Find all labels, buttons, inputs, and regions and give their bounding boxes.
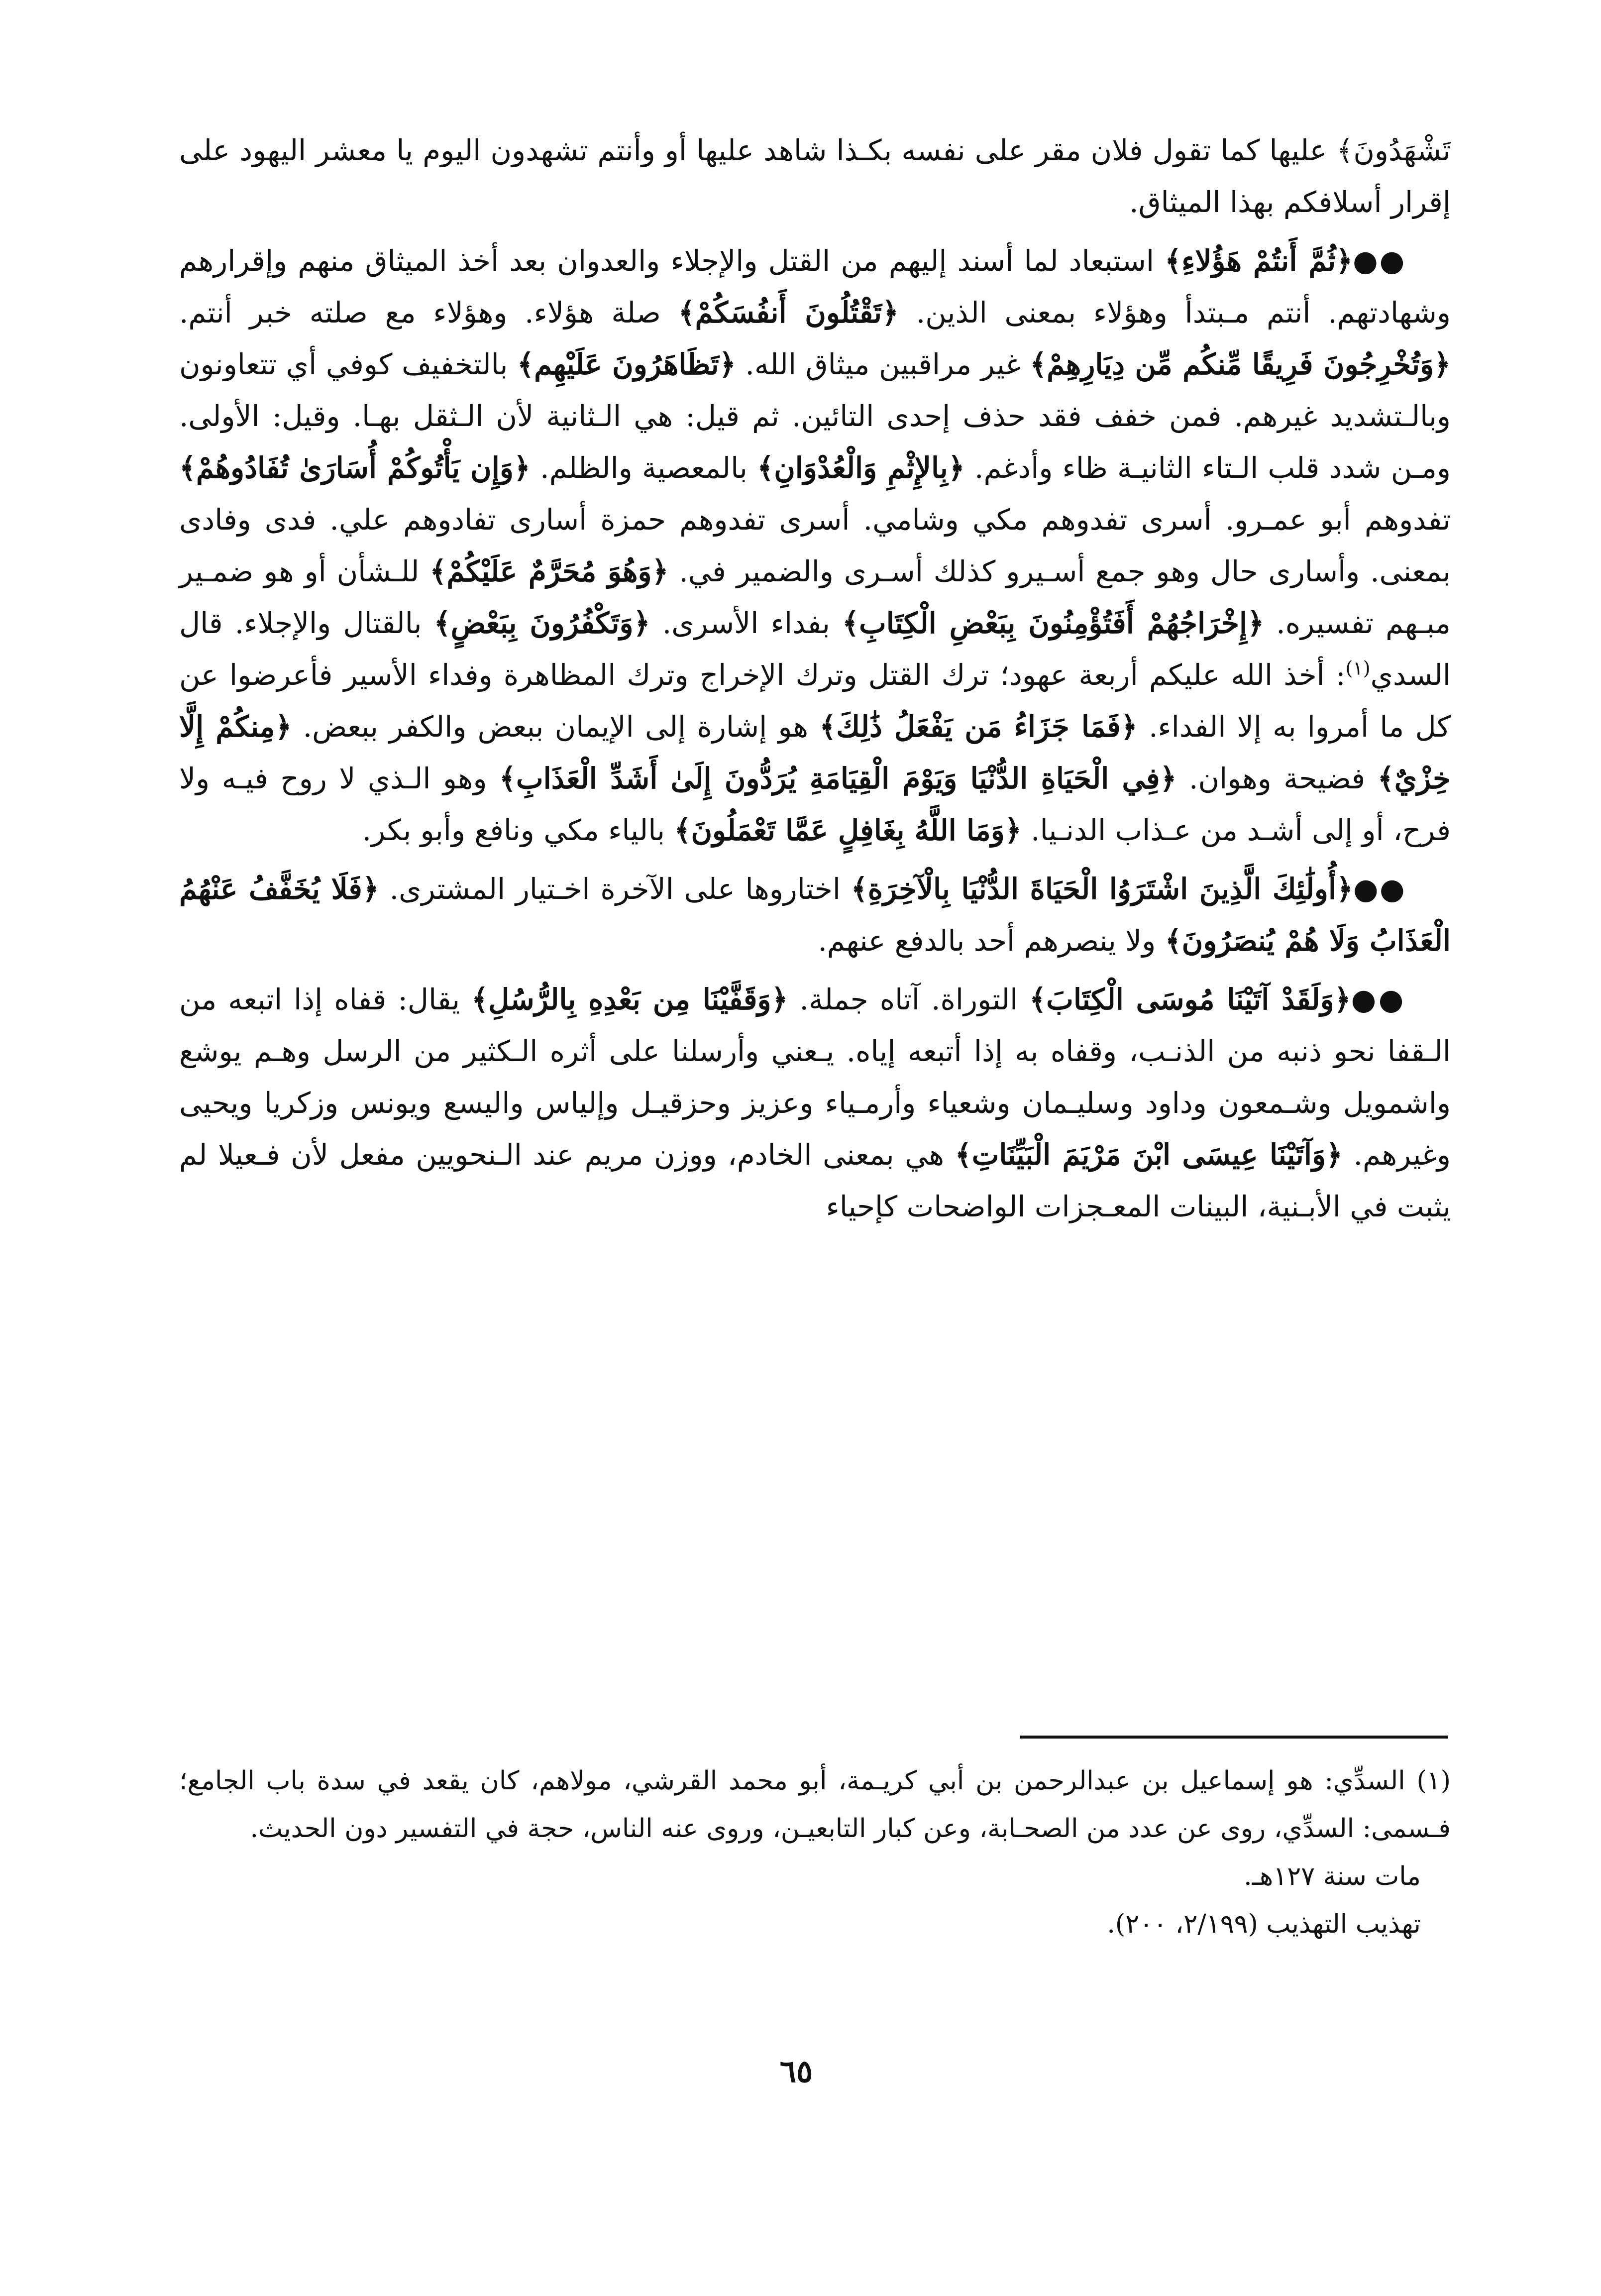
commentary-text: بالمعصية والظلم. [530,451,757,485]
paragraph-1 [179,235,1451,856]
quran-quote: ﴿وَآتَيْنَا عِيسَى ابْنَ مَرْيَمَ الْبَيِّنَاتِ﴾ [955,1138,1343,1172]
quran-quote: ﴿ثُمَّ أَنتُمْ هَؤُلاءِ﴾ [1165,244,1353,278]
commentary-text: ولا ينصرهم أحد بالدفع عنهم. [818,924,1165,958]
commentary-text: بفداء الأسرى. [650,606,843,640]
footnote-1: (١) السدِّي: هو إسماعيل بن عبدالرحمن بن أبي كريـمة، أبو محمد القرشي، مولاهم، كان يقعد في سدة باب الجامع؛ فـسمى: السدِّي، روى عن عدد من الصحـابة، وعن كبار التابعيـن، وروى عنه الناس، حجة في التفسير دون الحديث. [179,1766,1451,1844]
quran-quote: ﴿بِالإِثْمِ وَالْعُدْوَانِ﴾ [757,451,965,485]
commentary-text: غير مراقبين ميثاق الله. [736,347,1030,381]
footnote-death-year: مات سنة ١٢٧هـ. [1244,1861,1421,1891]
commentary-text: للـشأن أو هو ضمـير مبـهم تفسيره. [179,554,1451,640]
body-text [179,124,1451,1239]
footnote-reference: تهذيب التهذيب (٢/١٩٩، ٢٠٠). [1107,1909,1421,1939]
quran-quote: ﴿وَتَكْفُرُونَ بِبَعْضٍ﴾ [433,606,650,640]
commentary-text: تفدوهم أبو عمـرو. أسرى تفدوهم مكي وشامي. أسرى تفدوهم حمزة أسارى تفادوهم علي. فدى وفادى بمعنى. وأسارى حال وهو جمع أسـيرو كذلك أسـرى والضمير في. [179,503,1451,588]
quran-quote: ﴿إِخْرَاجُهُمْ أَفَتُؤْمِنُونَ بِبَعْضِ الْكِتَابِ﴾ [842,606,1265,640]
paragraph-continuation: تَشْهَدُونَ﴾ عليها كما تقول فلان مقر على نفسه بكـذا شاهد عليها أو وأنتم تشهدون اليوم يا معشر اليهود على إقرار أسلافكم بهذا الميثاق. [179,133,1451,219]
quran-quote: ﴿وَهُوَ مُحَرَّمٌ عَلَيْكُمْ﴾ [429,554,669,588]
footnote-marker: (١) [1345,657,1371,679]
commentary-text: هي بمعنى الخادم، ووزن مريم عند الـنحويين مفعل لأن فـعيلا لم يثبت في الأبـنية، البينات المعـجزات الواضحات كإحياء [179,1138,1451,1223]
commentary-text: يقال: قفاه إذا اتبعه من الـقفا نحو ذنبه من الذنـب، وقفاه به إذا أتبعه إياه. يـعني وأرسلنا على أثره الـكثير من الرسل وهـم يوشع واشمويل وشـمعون وداود وسليـمان وشعياء وأرمـياء وعزيز وحزقيـل وإلياس واليسع ويونس وزكريا ويحيى وغيرهم. [179,983,1451,1172]
quran-quote: ﴿تَقْتُلُونَ أَنفُسَكُمْ﴾ [678,296,899,329]
commentary-text: صلة هؤلاء. وهؤلاء مع صلته خبر أنتم. [179,296,678,329]
quran-quote: ﴿فِي الْحَيَاةِ الدُّنْيَا وَيَوْمَ الْقِيَامَةِ يُرَدُّونَ إِلَىٰ أَشَدِّ الْعَذَابِ﴾ [499,762,1177,795]
quran-quote: ﴿وَمَا اللَّهُ بِغَافِلٍ عَمَّا تَعْمَلُونَ﴾ [674,813,1022,847]
quran-quote: ﴿وَقَفَّيْنَا مِن بَعْدِهِ بِالرُّسُلِ﴾ [471,983,788,1016]
commentary-text: التوراة. آتاه جملة. [788,983,1030,1016]
quran-quote: ﴿فَمَا جَزَاءُ مَن يَفْعَلُ ذَٰلِكَ﴾ [819,710,1138,744]
quran-quote: ﴿وَتُخْرِجُونَ فَرِيقًا مِّنكُم مِّن دِيَارِهِمْ﴾ [1030,347,1451,381]
page-number: ٦٥ [779,2053,813,2089]
quran-quote: ﴿أُولَٰئِكَ الَّذِينَ اشْتَرَوُا الْحَيَاةَ الدُّنْيَا بِالْآخِرَةِ﴾ [851,872,1354,906]
quran-quote: ﴿وَلَقَدْ آتَيْنَا مُوسَى الْكِتَابَ﴾ [1029,983,1351,1016]
commentary-text: : أخذ الله عليكم أربعة عهود؛ ترك القتل وترك الإخراج وترك المظاهرة وفداء الأسير فأعرضوا عن كل ما أمروا به إلا الفداء. [179,658,1451,744]
commentary-text: بالياء مكي ونافع وأبو بكر. [362,813,674,847]
quran-quote: ﴿وَإِن يَأْتُوكُمْ أُسَارَىٰ تُفَادُوهُمْ﴾ [179,451,531,485]
footnote-divider [1020,1736,1448,1739]
paragraph-3 [179,974,1451,1232]
bullet-marker: ●● [1353,244,1406,278]
commentary-text: هو إشارة إلى الإيمان ببعض والكفر ببعض. [292,710,820,744]
commentary-text: بالقتال والإجلاء. قال السدي [179,606,1451,692]
commentary-text: بالتخفيف كوفي أي تتعاونون وبالـتشديد غيرهم. فمن خفف فقد حذف إحدى التائين. ثم قيل: هي الـثانية لأن الـثقل بهـا. وقيل: الأولى. ومـن شدد قلب الـتاء الثانيـة ظاء وأدغم. [179,347,1451,485]
quran-quote: ﴿فَلَا يُخَفَّفُ عَنْهُمُ الْعَذَابُ وَلَا هُمْ يُنصَرُونَ﴾ [179,872,1451,958]
bullet-marker: ●● [1353,872,1406,906]
commentary-text: استبعاد لما أسند إليهم من القتل والإجلاء والعدوان بعد أخذ الميثاق منهم وإقرارهم وشهادتهم. أنتم مـبتدأ وهؤلاء بمعنى الذين. [179,244,1451,329]
quran-quote: ﴿تَظَاهَرُونَ عَلَيْهِم﴾ [517,347,736,381]
bullet-marker: ●● [1351,983,1406,1016]
paragraph-2 [179,863,1451,967]
footnotes [179,1757,1451,1948]
quran-quote: ﴿مِنكُمْ إِلَّا خِزْيٌ﴾ [179,710,1451,795]
commentary-text: فضيحة وهوان. [1176,762,1378,795]
commentary-text: اختاروها على الآخرة اخـتيار المشترى. [379,872,851,906]
commentary-text: وهو الـذي لا روح فيـه ولا فرح، أو إلى أشـد من عـذاب الدنـيا. [179,762,1451,847]
